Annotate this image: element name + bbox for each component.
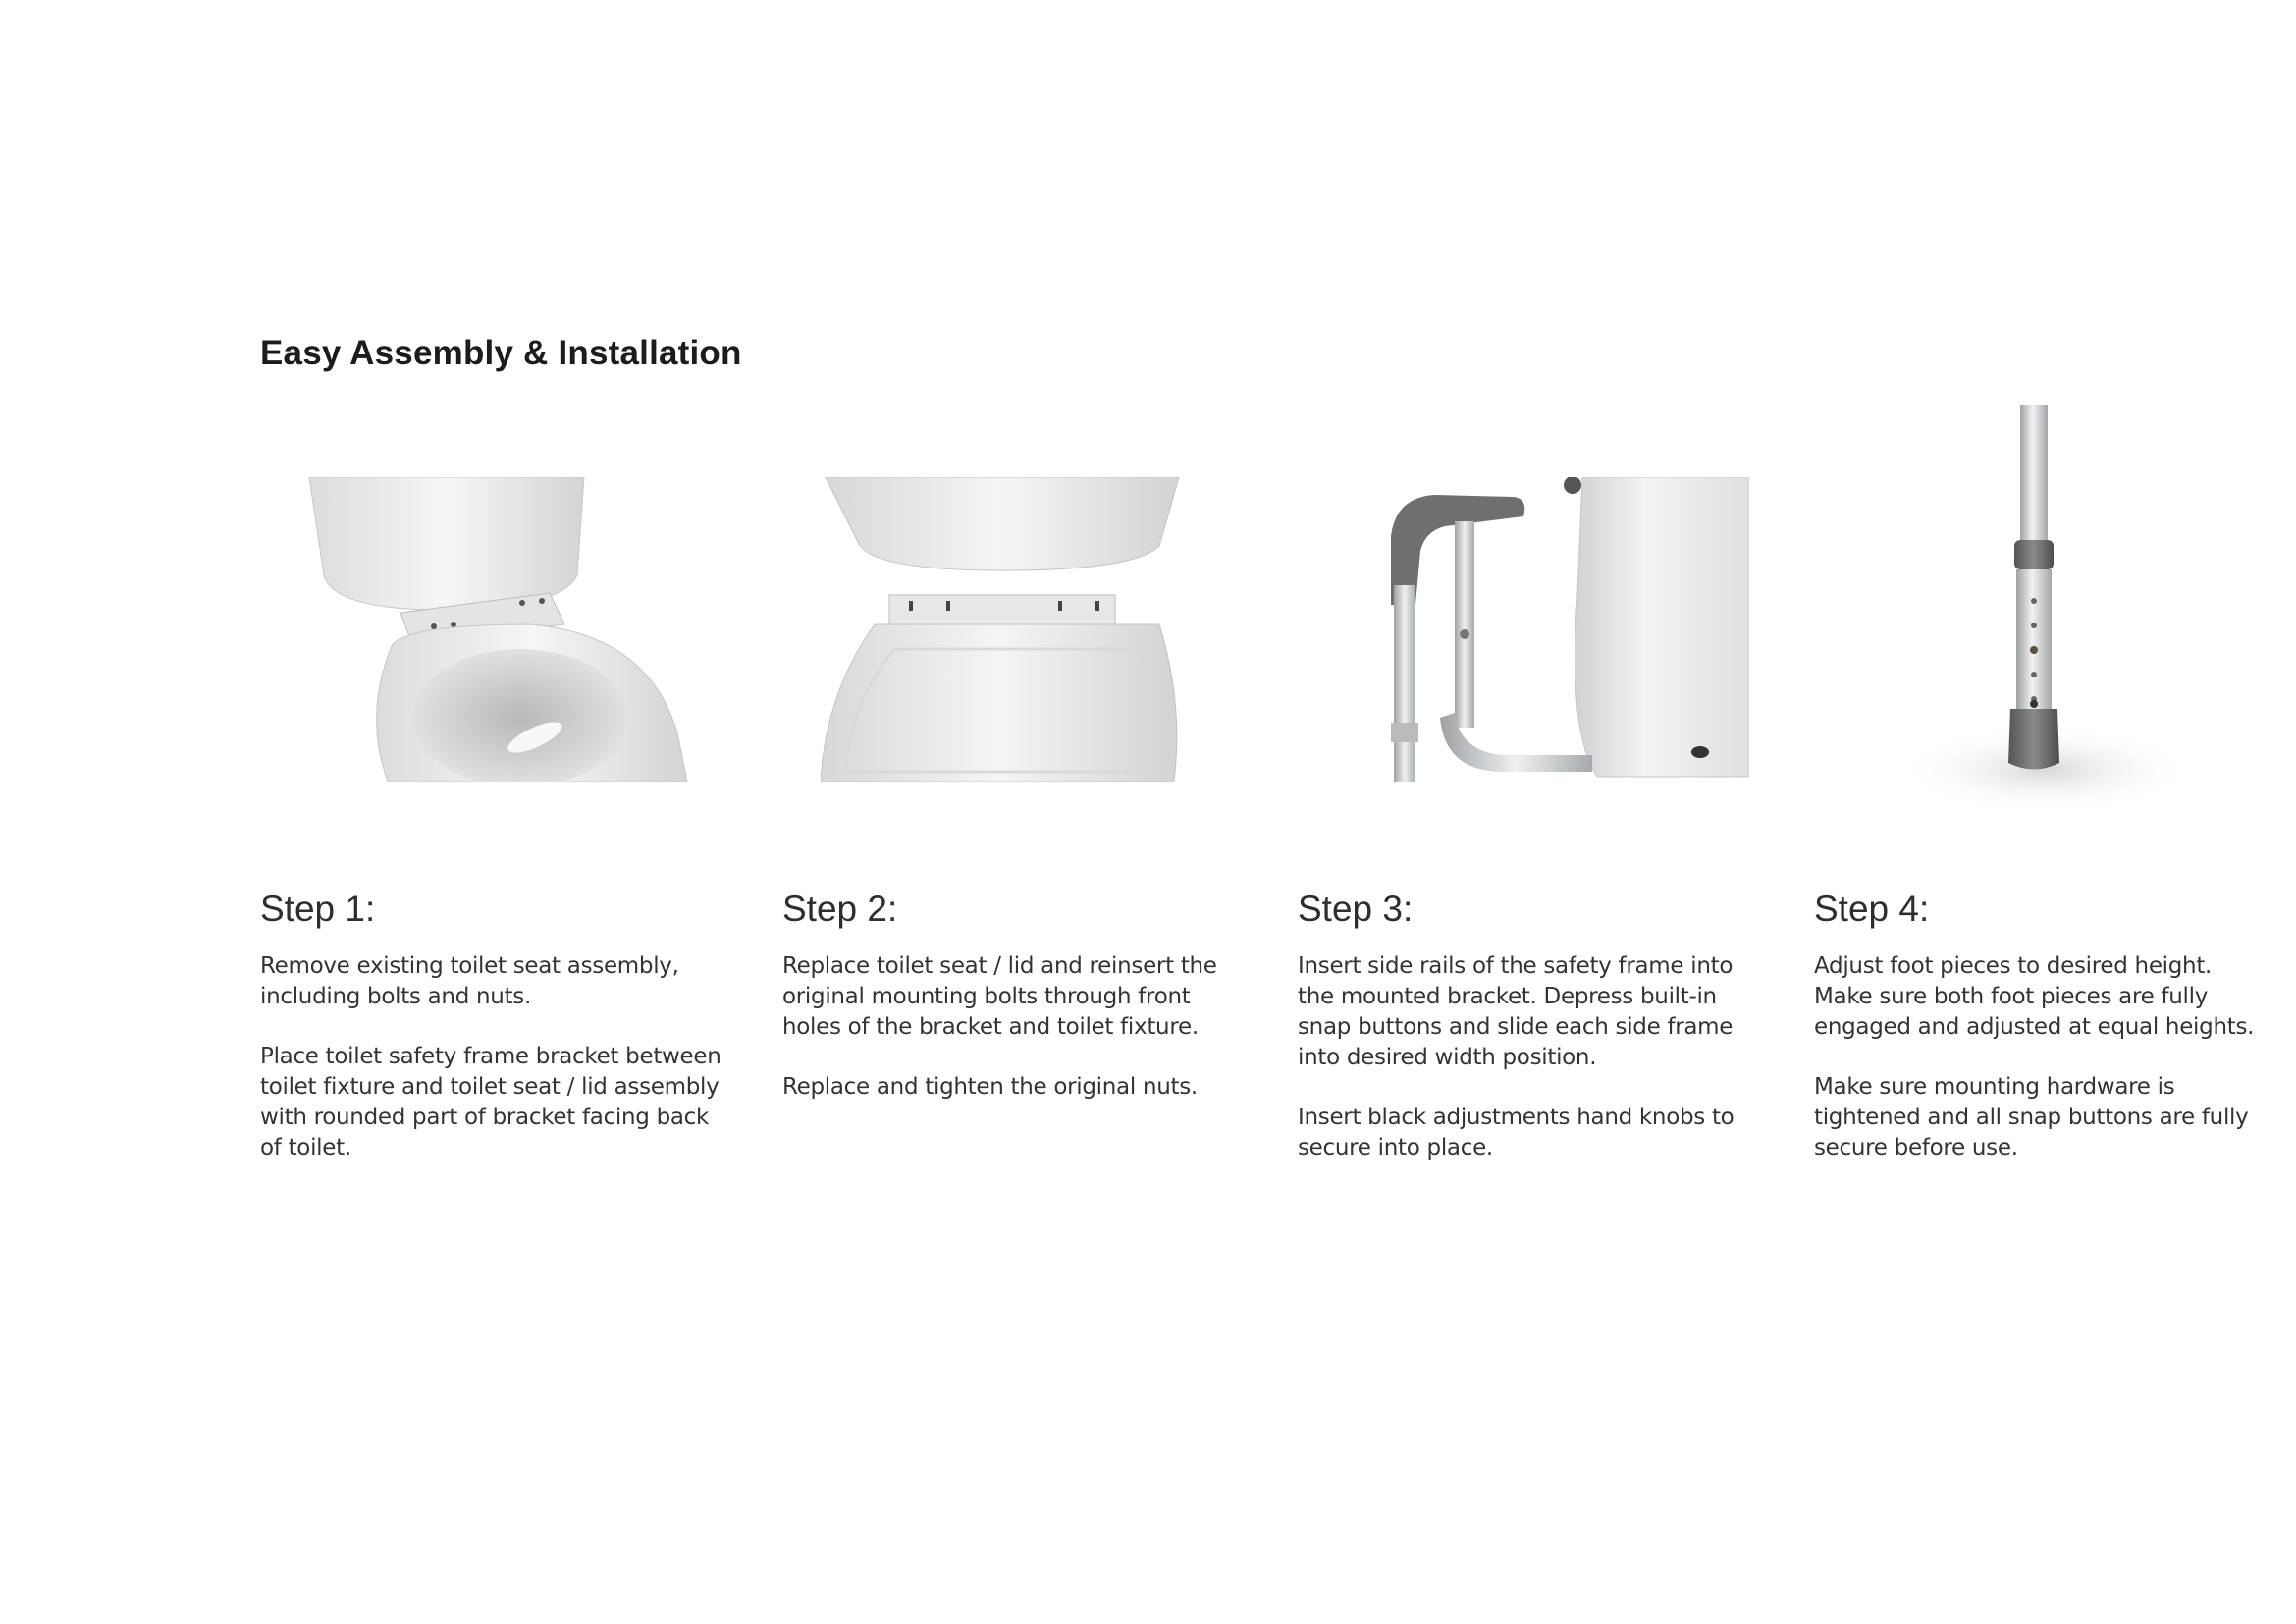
step-3 bbox=[1298, 889, 1759, 1193]
step-heading: Step 3: bbox=[1298, 889, 1414, 929]
step-instruction: Make sure mounting hardware is tightened and all snap buttons are fully secure before use. bbox=[1814, 1074, 2249, 1161]
step-4 bbox=[1814, 889, 2275, 1193]
toilet-lid-bracket-icon bbox=[821, 477, 1233, 782]
step-instruction: Adjust foot pieces to desired height. Make sure both foot pieces are fully engaged and adjusted at equal heights. bbox=[1814, 953, 2255, 1040]
step-instruction: Insert side rails of the safety frame into the mounted bracket. Depress built-in snap buttons and slide each side frame into desired width position. bbox=[1298, 953, 1734, 1070]
step-heading: Step 4: bbox=[1814, 889, 1930, 929]
step-2-photo bbox=[821, 477, 1233, 782]
step-instruction: Replace toilet seat / lid and reinsert the original mounting bolts through front holes of the bracket and toilet fixture. bbox=[782, 953, 1217, 1040]
step-4-photo bbox=[1810, 405, 2258, 856]
step-instruction: Insert black adjustments hand knobs to secure into place. bbox=[1298, 1105, 1735, 1161]
step-1-photo bbox=[265, 477, 697, 782]
step-heading: Step 2: bbox=[782, 889, 898, 929]
step-instruction: Remove existing toilet seat assembly, including bolts and nuts. bbox=[260, 953, 679, 1009]
adjustable-leg-icon bbox=[1810, 405, 2258, 856]
step-3-photo bbox=[1298, 477, 1749, 782]
step-heading: Step 1: bbox=[260, 889, 376, 929]
step-1 bbox=[260, 889, 721, 1193]
step-instruction: Place toilet safety frame bracket between toilet fixture and toilet seat / lid assembly with rounded part of bracket facing back of toilet. bbox=[260, 1044, 721, 1161]
step-instruction: Replace and tighten the original nuts. bbox=[782, 1074, 1198, 1100]
page-title: Easy Assembly & Installation bbox=[260, 334, 742, 372]
toilet-open-seat-icon bbox=[265, 477, 697, 782]
safety-frame-armrest-icon bbox=[1298, 477, 1749, 782]
step-2 bbox=[782, 889, 1244, 1132]
